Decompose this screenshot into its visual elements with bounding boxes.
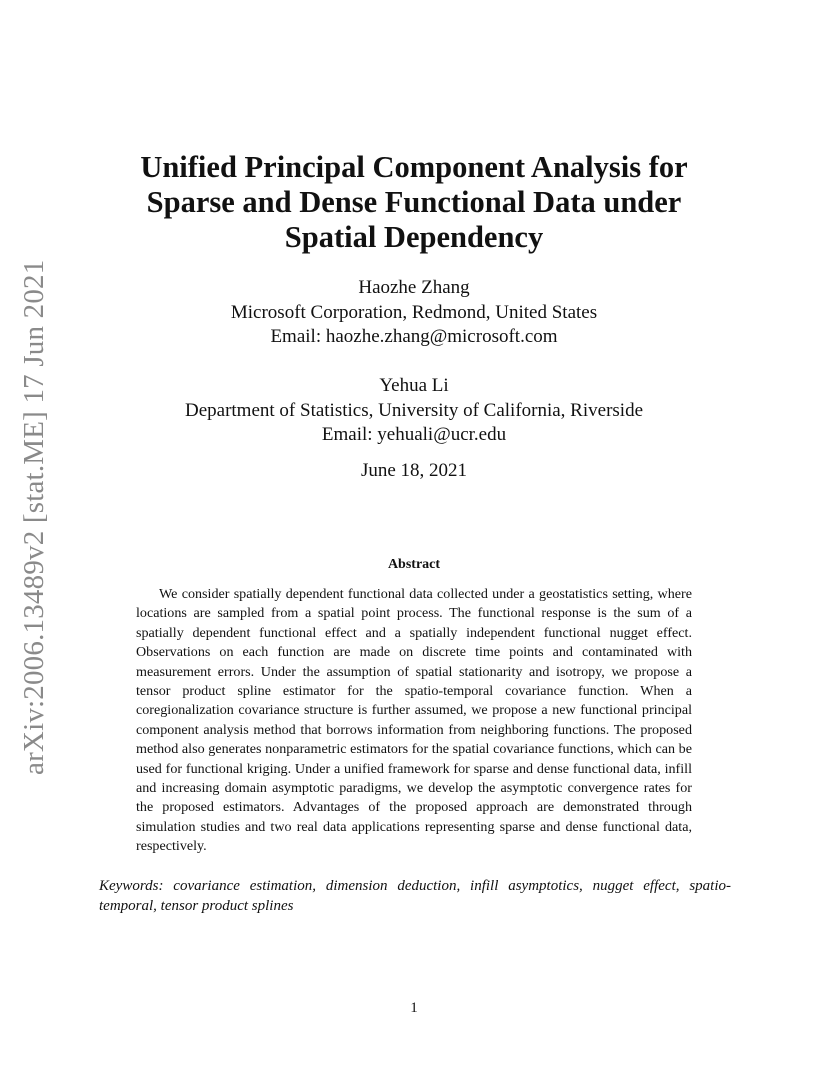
paper-title: [100, 150, 728, 255]
author-name: Haozhe Zhang: [358, 277, 470, 298]
title-line: Unified Principal Component Analysis for: [140, 150, 688, 184]
author-affiliation: Microsoft Corporation, Redmond, United States: [230, 301, 598, 323]
keywords-text: covariance estimation, dimension deduction, infill asymptotics, nugget effect, spatio-temporal, tensor product splines: [99, 878, 731, 914]
author-email: Email: haozhe.zhang@microsoft.com: [270, 326, 558, 347]
keywords: [99, 876, 731, 916]
title-line: Sparse and Dense Functional Data under: [146, 185, 682, 219]
author-affiliation: Department of Statistics, University of California, Riverside: [184, 399, 643, 421]
page-number: 1: [410, 1000, 418, 1016]
abstract-text: We consider spatially dependent functional data collected under a geostatistics setting, where locations are sampled from a spatial point process. The functional response is the sum of a spatially dependent functional effect and a spatially independent functional nugget effect. Observations on each function are made on discrete time points and contaminated with measurement errors. Under the assumption of spatial stationarity and isotropy, we propose a tensor product spline estimator for the spatio-temporal covariance function. When a coregionalization covariance structure is further assumed, we propose a new functional principal component analysis method that borrows information from neighboring functions. The proposed method also generates nonparametric estimators for the spatial covariance functions, which can be used for functional kriging. Under a unified framework for sparse and dense functional data, infill and increasing domain asymptotic paradigms, we develop the asymptotic convergence rates for the proposed estimators. Advantages of the proposed approach are demonstrated through simulation studies and two real data applications representing sparse and dense functional data, respectively.: [136, 586, 692, 855]
arxiv-stamp: arXiv:2006.13489v2 [stat.ME] 17 Jun 2021: [18, 259, 50, 775]
author-block: [100, 276, 728, 350]
title-line: Spatial Dependency: [284, 220, 544, 254]
author-block: [100, 374, 728, 448]
author-email: Email: yehuali@ucr.edu: [321, 424, 507, 445]
keywords-label: Keywords:: [99, 878, 174, 894]
abstract-heading: Abstract: [387, 557, 441, 572]
author-name: Yehua Li: [379, 375, 449, 396]
paper-date: June 18, 2021: [360, 460, 468, 481]
